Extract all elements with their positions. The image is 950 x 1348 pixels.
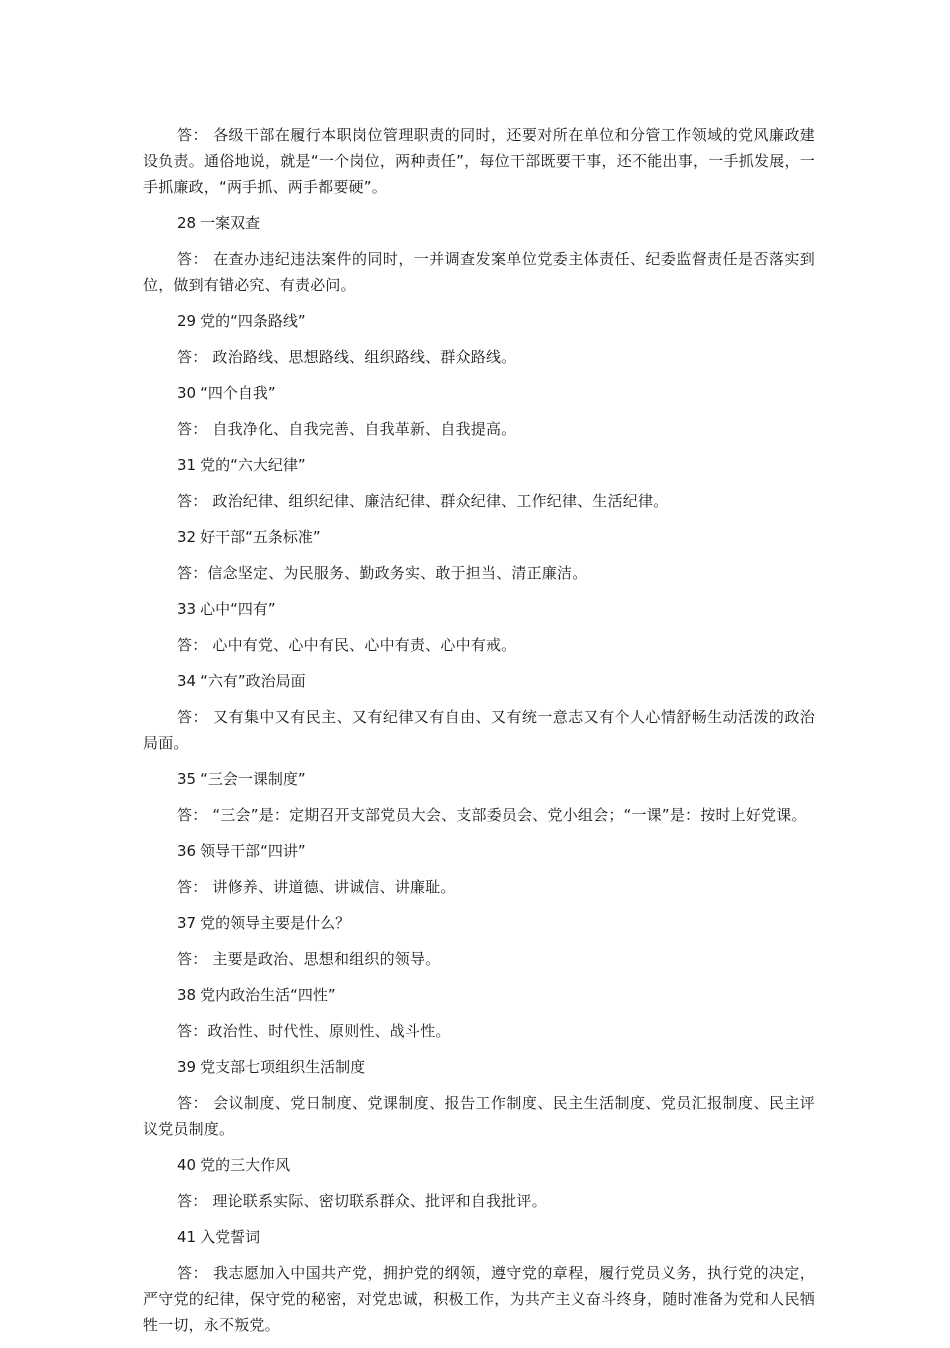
question-heading (143, 1224, 815, 1250)
question-heading (143, 308, 815, 334)
answer-paragraph: 答： 讲修养、讲道德、讲诚信、讲廉耻。 (177, 878, 456, 896)
answer-paragraph: 答： 在查办违纪违法案件的同时，一并调查发案单位党委主体责任、纪委监督责任是否落实到位，做到有错必究、有责必问。 (143, 250, 815, 294)
question-number: 31 (177, 456, 197, 474)
question-number: 35 (177, 770, 197, 788)
question-number: 36 (177, 842, 197, 860)
answer-paragraph: 答： “三会”是：定期召开支部党员大会、支部委员会、党小组会；“一课”是：按时上好党课。 (177, 806, 807, 824)
question-number: 34 (177, 672, 197, 690)
question-title: “六有”政治局面 (200, 672, 306, 690)
question-number: 33 (177, 600, 197, 618)
question-title: 党的“四条路线” (200, 312, 306, 330)
answer-paragraph: 答： 政治路线、思想路线、组织路线、群众路线。 (177, 348, 517, 366)
question-heading (143, 524, 815, 550)
question-number: 28 (177, 214, 197, 232)
question-title: 一案双查 (200, 214, 261, 232)
question-title: 党支部七项组织生活制度 (200, 1058, 366, 1076)
question-title: 党的“六大纪律” (200, 456, 306, 474)
question-number: 29 (177, 312, 197, 330)
question-heading (143, 668, 815, 694)
question-number: 40 (177, 1156, 197, 1174)
question-heading (143, 982, 815, 1008)
question-title: 心中“四有” (200, 600, 276, 618)
question-heading (143, 838, 815, 864)
answer-paragraph: 答：信念坚定、为民服务、勤政务实、敢于担当、清正廉洁。 (177, 564, 588, 582)
question-title: 入党誓词 (200, 1228, 261, 1246)
answer-paragraph: 答： 我志愿加入中国共产党，拥护党的纲领，遵守党的章程，履行党员义务，执行党的决定，严守党的纪律，保守党的秘密，对党忠诚，积极工作，为共产主义奋斗终身，随时准备为党和人民牺牲一切，永不叛党。 (143, 1264, 815, 1334)
question-heading (143, 210, 815, 236)
answer-paragraph: 答： 理论联系实际、密切联系群众、批评和自我批评。 (177, 1192, 547, 1210)
question-title: 党的三大作风 (200, 1156, 291, 1174)
question-heading (143, 452, 815, 478)
question-title: 党内政治生活“四性” (200, 986, 336, 1004)
question-number: 38 (177, 986, 197, 1004)
question-heading (143, 1054, 815, 1080)
answer-paragraph: 答： 自我净化、自我完善、自我革新、自我提高。 (177, 420, 517, 438)
question-title: “三会一课制度” (200, 770, 306, 788)
question-heading (143, 596, 815, 622)
question-title: 好干部“五条标准” (200, 528, 321, 546)
question-number: 37 (177, 914, 197, 932)
question-number: 39 (177, 1058, 197, 1076)
answer-paragraph: 答： 会议制度、党日制度、党课制度、报告工作制度、民主生活制度、党员汇报制度、民主评议党员制度。 (143, 1094, 815, 1138)
answer-paragraph: 答： 政治纪律、组织纪律、廉洁纪律、群众纪律、工作纪律、生活纪律。 (177, 492, 669, 510)
question-title: 领导干部“四讲” (200, 842, 306, 860)
answer-paragraph: 答： 又有集中又有民主、又有纪律又有自由、又有统一意志又有个人心情舒畅生动活泼的政治局面。 (143, 708, 815, 752)
answer-paragraph: 答： 各级干部在履行本职岗位管理职责的同时，还要对所在单位和分管工作领域的党风廉政建设负责。通俗地说，就是“一个岗位，两种责任”，每位干部既要干事，还不能出事，一手抓发展，一手抓廉政，“两手抓、两手都要硬”。 (143, 126, 815, 196)
question-number: 41 (177, 1228, 197, 1246)
question-heading (143, 1152, 815, 1178)
answer-paragraph: 答： 心中有党、心中有民、心中有责、心中有戒。 (177, 636, 517, 654)
question-title: “四个自我” (200, 384, 276, 402)
question-number: 32 (177, 528, 197, 546)
document-page (143, 122, 815, 1348)
question-heading (143, 766, 815, 792)
question-title: 党的领导主要是什么？ (200, 914, 351, 932)
question-heading (143, 910, 815, 936)
answer-paragraph: 答： 主要是政治、思想和组织的领导。 (177, 950, 441, 968)
question-number: 30 (177, 384, 197, 402)
question-heading (143, 380, 815, 406)
answer-paragraph: 答：政治性、时代性、原则性、战斗性。 (177, 1022, 451, 1040)
